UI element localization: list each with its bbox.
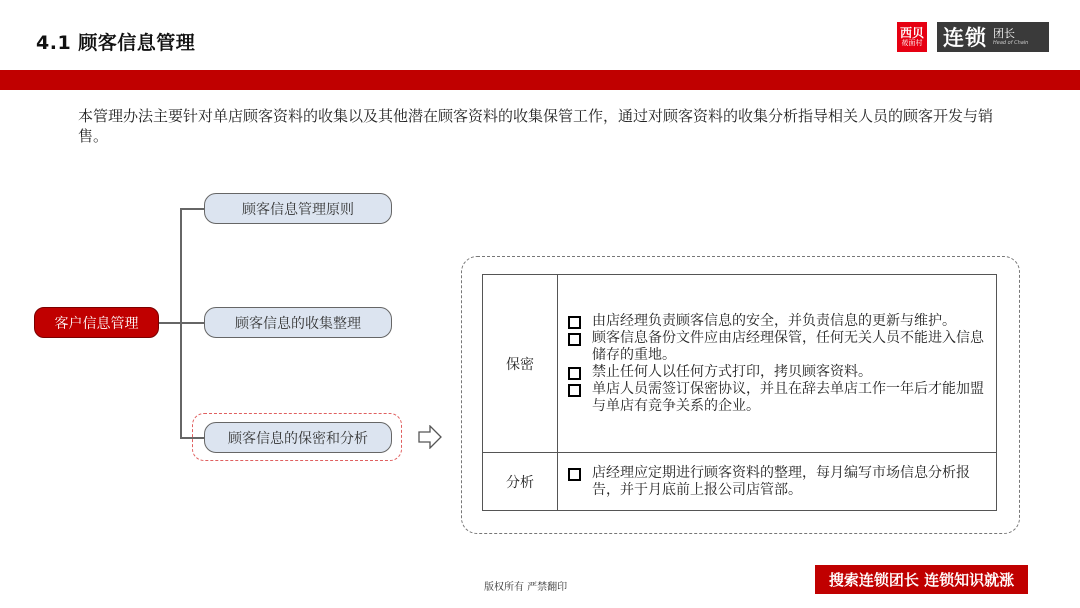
connector-root xyxy=(159,322,181,324)
chain-head-logo-side xyxy=(993,28,1028,46)
intro-paragraph: 本管理办法主要针对单店顾客资料的收集以及其他潜在顾客资料的收集保管工作，通过对顾客资料的收集分析指导相关人员的顾客开发与销售。 xyxy=(78,107,994,145)
xibei-logo-line1: 西贝 xyxy=(899,26,924,40)
mindmap-node-collection: 顾客信息的收集整理 xyxy=(204,307,392,338)
list-item: 顾客信息备份文件应由店经理保管，任何无关人员不能进入信息储存的重地。 xyxy=(568,330,984,364)
list-item: 店经理应定期进行顾客资料的整理，每月编写市场信息分析报告，并于月底前上报公司店管部。 xyxy=(568,465,984,499)
slogan-badge: 搜索连锁团长 连锁知识就涨 xyxy=(815,565,1028,594)
mindmap-node-principles: 顾客信息管理原则 xyxy=(204,193,392,224)
chain-head-logo xyxy=(937,22,1049,52)
header-band xyxy=(0,70,1080,90)
mindmap-node-confidentiality: 顾客信息的保密和分析 xyxy=(204,422,392,453)
page-title: 4.1 顾客信息管理 xyxy=(36,32,196,54)
brand-logos xyxy=(897,18,1049,56)
row-content-confidential xyxy=(558,275,997,453)
list-item: 由店经理负责顾客信息的安全，并负责信息的更新与维护。 xyxy=(568,313,984,330)
row-label-confidential: 保密 xyxy=(483,275,558,453)
right-arrow-icon xyxy=(418,425,442,449)
chain-head-logo-side-text: 团长 xyxy=(993,27,1015,40)
xibei-logo xyxy=(897,22,927,52)
row-content-analysis xyxy=(558,453,997,511)
connector-child-2 xyxy=(180,322,204,324)
xibei-logo-line2: 莜面村 xyxy=(901,39,923,47)
list-item: 禁止任何人以任何方式打印，拷贝顾客资料。 xyxy=(568,364,984,381)
detail-table xyxy=(482,274,997,511)
list-item: 单店人员需签订保密协议，并且在辞去单店工作一年后才能加盟与单店有竞争关系的企业。 xyxy=(568,381,984,415)
row-label-analysis: 分析 xyxy=(483,453,558,511)
table-row xyxy=(483,453,997,511)
chain-head-logo-tagline: Head of Chain xyxy=(993,40,1029,46)
chain-head-logo-main: 连锁 xyxy=(943,26,987,50)
table-row xyxy=(483,275,997,453)
mindmap-root: 客户信息管理 xyxy=(34,307,159,338)
connector-child-1 xyxy=(180,208,204,210)
copyright-text: 版权所有 严禁翻印 xyxy=(484,582,568,593)
